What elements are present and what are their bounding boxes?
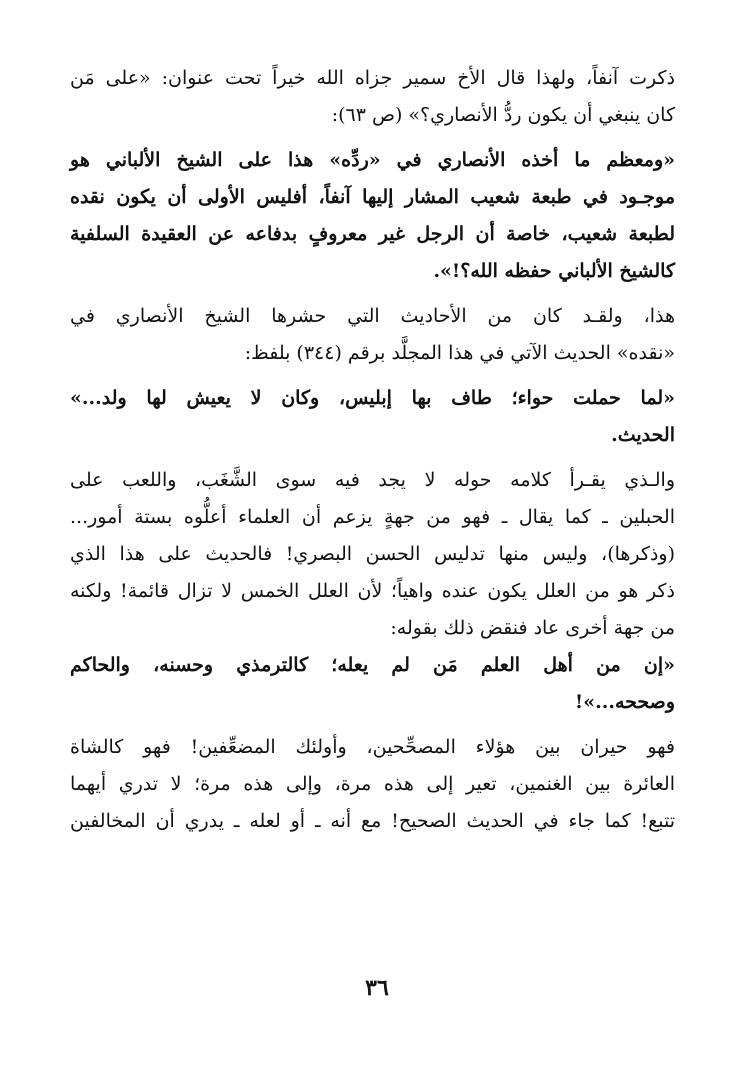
page-number: ٣٦ (365, 975, 389, 1001)
quotation-hadith (70, 380, 675, 454)
text-line: كان ينبغي أن يكون ردُّ الأنصاري؟» (ص ٦٣): (331, 104, 675, 126)
text-line: فهو حيران بين هؤلاء المصحِّحين، وأولئك المضعِّفين! فهو كالشاة (70, 736, 675, 758)
text-line: الحبلين ـ كما يقال ـ فهو من جهةٍ يزعم أن العلماء أعلُّوه بستة أمور... (70, 506, 675, 528)
text-line: «نقده» الحديث الآتي في هذا المجلَّد برقم (٣٤٤) بلفظ: (244, 342, 675, 364)
text-line: ذكر هو من العلل يكون عنده واهياً؛ لأن العلل الخمس لا تزال قائمة! ولكنه (70, 580, 675, 602)
text-line: هذا، ولقـد كان من الأحاديث التي حشرها الشيخ الأنصاري في (70, 305, 675, 327)
text-line: (وذكرها)، وليس منها تدليس الحسن البصري! فالحديث على هذا الذي (70, 543, 675, 565)
text-line: من جهة أخرى عاد فنقض ذلك بقوله: (390, 617, 675, 639)
text-line: وصححه...»! (574, 691, 675, 713)
text-line: كالشيخ الألباني حفظه الله؟!». (433, 260, 675, 282)
paragraph-hadith-intro (70, 298, 675, 372)
text-line: تتبع! كما جاء في الحديث الصحيح! مع أنه ـ أو لعله ـ يدري أن المخالفين (70, 810, 675, 832)
text-line: الحديث. (611, 424, 675, 446)
text-line: العائرة بين الغنمين، تعير إلى هذه مرة، وإلى هذه مرة؛ لا تدري أيهما (70, 773, 675, 795)
text-line: «لما حملت حواء؛ طاف بها إبليس، وكان لا يعيش لها ولد...» (70, 387, 675, 409)
paragraph-intro (70, 60, 675, 134)
text-line: لطبعة شعيب، خاصة أن الرجل غير معروفٍ بدفاعه عن العقيدة السلفية (70, 223, 675, 245)
text-line: «إن من أهل العلم مَن لم يعله؛ كالترمذي وحسنه، والحاكم (70, 654, 675, 676)
text-line: والـذي يقـرأ كلامه حوله لا يجد فيه سوى الشَّغَب، واللعب على (70, 469, 675, 491)
paragraph-conclusion (70, 729, 675, 840)
page-body (70, 60, 675, 840)
text-line: ذكرت آنفاً، ولهذا قال الأخ سمير جزاه الله خيراً تحت عنوان: «على مَن (70, 67, 675, 89)
paragraph-critique (70, 462, 675, 647)
quotation-ansari (70, 647, 675, 721)
text-line: «ومعظم ما أخذه الأنصاري في «ردِّه» هذا على الشيخ الألباني هو (70, 149, 675, 171)
text-line: موجـود في طبعة شعيب المشار إليها آنفاً، أفليس الأولى أن يكون نقده (70, 186, 675, 208)
quotation-samir (70, 142, 675, 290)
